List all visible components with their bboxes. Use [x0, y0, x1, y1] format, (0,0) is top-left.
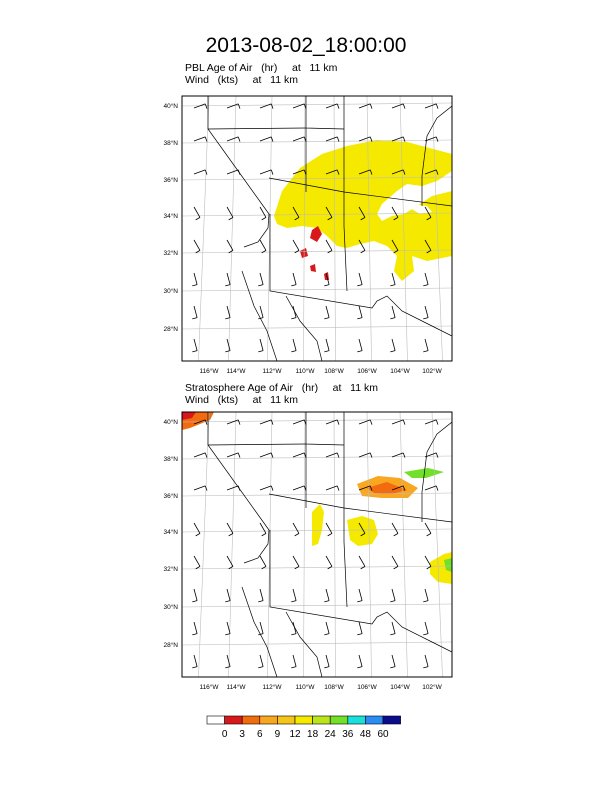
parallel-line — [182, 566, 452, 569]
wind-barb — [425, 104, 438, 109]
colorbar-label: 48 — [359, 729, 371, 740]
wind-barb — [225, 655, 230, 668]
colorbar-label: 3 — [239, 729, 245, 740]
strat-yellow-strip — [312, 504, 324, 546]
wind-barb — [357, 306, 362, 319]
panel1-subtitle-2: Wind (kts) at 11 km — [185, 74, 298, 86]
wind-barb — [423, 273, 428, 286]
colorbar-label: 36 — [342, 729, 354, 740]
wind-barb — [192, 273, 197, 286]
wind-barb — [258, 622, 263, 635]
parallel-line — [182, 604, 452, 607]
wind-barb — [293, 137, 306, 142]
wind-barb — [227, 207, 233, 220]
wind-barb — [293, 486, 306, 491]
wind-barb — [258, 306, 263, 319]
wind-barb — [357, 622, 362, 635]
wind-barb — [260, 104, 273, 109]
y-tick-label: 32°N — [163, 250, 178, 257]
map-area — [182, 96, 452, 361]
wind-barb — [326, 523, 332, 536]
wind-barb — [260, 486, 273, 491]
x-tick-label: 112°W — [262, 684, 282, 691]
boundary-co-nm — [344, 445, 347, 607]
x-tick-label: 106°W — [357, 684, 377, 691]
y-tick-label: 34°N — [163, 213, 178, 220]
x-tick-label: 110°W — [295, 684, 315, 691]
colorbar-box — [330, 716, 348, 724]
wind-barb — [357, 339, 362, 352]
wind-barb — [258, 273, 263, 286]
wind-barb — [326, 453, 339, 458]
wind-barb — [225, 589, 230, 602]
panel2-subtitle-1: Stratosphere Age of Air (hr) at 11 km — [185, 382, 378, 394]
wind-barb — [390, 622, 395, 635]
colorbar-box — [313, 716, 331, 724]
colorbar-label: 6 — [257, 729, 263, 740]
wind-barb — [227, 453, 240, 458]
wind-barb — [390, 306, 395, 319]
map-area — [182, 412, 452, 677]
wind-barb — [194, 240, 200, 253]
y-tick-label: 30°N — [163, 288, 178, 295]
boundary-wy-ut-co — [306, 96, 344, 129]
wind-barb — [192, 306, 197, 319]
parallel-line — [182, 419, 452, 422]
colorbar-box — [295, 716, 313, 724]
colorbar-label: 24 — [324, 729, 336, 740]
wind-barb — [324, 589, 329, 602]
wind-barb — [326, 556, 332, 569]
colorbar-label: 18 — [307, 729, 319, 740]
y-tick-label: 38°N — [163, 456, 178, 463]
colorbar-label: 9 — [274, 729, 281, 740]
x-tick-label: 108°W — [324, 684, 344, 691]
x-tick-label: 110°W — [295, 368, 315, 375]
strat-yellow-blob — [347, 516, 378, 546]
wind-barb — [225, 339, 230, 352]
wind-barb — [227, 523, 233, 536]
meridian-line — [304, 96, 306, 361]
wind-barb — [258, 655, 263, 668]
wind-barb — [260, 240, 266, 253]
x-tick-label: 116°W — [199, 368, 219, 375]
meridian-line — [199, 412, 210, 677]
boundary-nv-ut-north — [208, 128, 306, 129]
parallel-line — [182, 326, 452, 329]
wind-barb — [225, 273, 230, 286]
wind-barb — [194, 207, 200, 220]
wind-barb — [194, 453, 207, 458]
wind-barb — [194, 170, 207, 175]
wind-barb — [326, 137, 339, 142]
map-panel-1 — [163, 96, 452, 375]
wind-barb — [425, 420, 438, 425]
boundary-wy-ut-co — [306, 412, 344, 445]
panel2-subtitle-2: Wind (kts) at 11 km — [185, 394, 298, 406]
wind-barb — [258, 339, 263, 352]
meridian-line — [334, 412, 336, 677]
y-tick-label: 30°N — [163, 604, 178, 611]
x-tick-label: 104°W — [390, 684, 410, 691]
panel1-subtitle-1: PBL Age of Air (hr) at 11 km — [185, 62, 338, 74]
x-tick-label: 112°W — [262, 368, 282, 375]
wind-barb — [225, 306, 230, 319]
x-tick-label: 106°W — [357, 368, 377, 375]
wind-barb — [293, 453, 306, 458]
wind-barb — [390, 655, 395, 668]
wind-barb — [326, 240, 332, 253]
wind-barb — [390, 339, 395, 352]
parallel-line — [182, 642, 452, 645]
y-tick-label: 40°N — [163, 103, 178, 110]
y-tick-label: 34°N — [163, 529, 178, 536]
wind-barb — [423, 655, 428, 668]
pbl-red-patch-3 — [310, 264, 316, 272]
y-tick-label: 38°N — [163, 140, 178, 147]
colorbar-box — [348, 716, 366, 724]
y-tick-label: 28°N — [163, 326, 178, 333]
y-tick-label: 40°N — [163, 419, 178, 426]
colorbar-box — [207, 716, 225, 724]
wind-barb — [194, 556, 200, 569]
parallel-line — [182, 140, 452, 143]
colorbar-label: 0 — [221, 729, 228, 740]
meridian-line — [400, 412, 408, 677]
coast-baja — [242, 587, 277, 677]
wind-barb — [293, 523, 299, 536]
parallel-line — [182, 288, 452, 291]
wind-barb — [227, 104, 240, 109]
x-tick-label: 102°W — [422, 684, 442, 691]
wind-barb — [291, 273, 296, 286]
wind-barb — [194, 523, 200, 536]
x-tick-label: 116°W — [199, 684, 219, 691]
colorbar-box — [383, 716, 401, 724]
wind-barb — [423, 622, 428, 635]
meridian-line — [304, 412, 306, 677]
wind-barb — [423, 589, 428, 602]
wind-barb — [260, 556, 266, 569]
wind-barb — [390, 273, 395, 286]
wind-barb — [357, 273, 362, 286]
wind-barb — [291, 339, 296, 352]
meridian-line — [432, 412, 443, 677]
wind-barb — [227, 420, 240, 425]
wind-barb — [293, 240, 299, 253]
wind-barb — [192, 622, 197, 635]
y-tick-label: 36°N — [163, 493, 178, 500]
wind-barb — [194, 104, 207, 109]
wind-barb — [392, 556, 398, 569]
x-tick-label: 104°W — [390, 368, 410, 375]
wind-barb — [324, 655, 329, 668]
wind-barb — [291, 589, 296, 602]
map-frame — [182, 412, 452, 677]
wind-barb — [392, 420, 405, 425]
wind-barb — [194, 137, 207, 142]
parallel-line — [182, 456, 452, 459]
y-tick-label: 28°N — [163, 642, 178, 649]
colorbar-box — [260, 716, 278, 724]
wind-barb — [291, 655, 296, 668]
wind-barb — [227, 137, 240, 142]
wind-barb — [192, 339, 197, 352]
wind-barb — [192, 589, 197, 602]
wind-barb — [258, 589, 263, 602]
wind-barb — [392, 104, 405, 109]
meridian-line — [229, 412, 237, 677]
wind-barb — [293, 556, 299, 569]
colorbar-box — [225, 716, 243, 724]
colorbar-box — [365, 716, 383, 724]
wind-barb — [390, 589, 395, 602]
wind-barb — [357, 655, 362, 668]
x-tick-label: 114°W — [226, 684, 246, 691]
wind-barb — [359, 104, 372, 109]
colorbar — [207, 716, 401, 740]
y-tick-label: 36°N — [163, 177, 178, 184]
wind-barb — [324, 339, 329, 352]
x-tick-label: 114°W — [226, 368, 246, 375]
meridian-line — [199, 96, 210, 361]
x-tick-label: 102°W — [422, 368, 442, 375]
parallel-line — [182, 103, 452, 106]
colorbar-label: 60 — [377, 729, 389, 740]
x-tick-label: 108°W — [324, 368, 344, 375]
colorbar-label: 12 — [289, 729, 301, 740]
boundary-nv-ut-north — [208, 444, 306, 445]
wind-barb — [324, 306, 329, 319]
wind-barb — [425, 486, 438, 491]
wind-barb — [326, 486, 339, 491]
meridian-line — [229, 96, 237, 361]
wind-barb — [192, 655, 197, 668]
wind-barb — [260, 420, 273, 425]
wind-barb — [423, 339, 428, 352]
wind-barb — [194, 486, 207, 491]
colorbar-box — [277, 716, 295, 724]
wind-barb — [324, 622, 329, 635]
wind-barb — [357, 589, 362, 602]
wind-barb — [359, 420, 372, 425]
plot-title: 2013-08-02_18:00:00 — [205, 34, 407, 57]
coast-baja — [242, 271, 277, 361]
map-panel-2 — [163, 412, 452, 691]
y-tick-label: 32°N — [163, 566, 178, 573]
colorbar-box — [242, 716, 260, 724]
wind-barb — [423, 306, 428, 319]
wind-barb — [260, 170, 273, 175]
wind-barb — [225, 622, 230, 635]
